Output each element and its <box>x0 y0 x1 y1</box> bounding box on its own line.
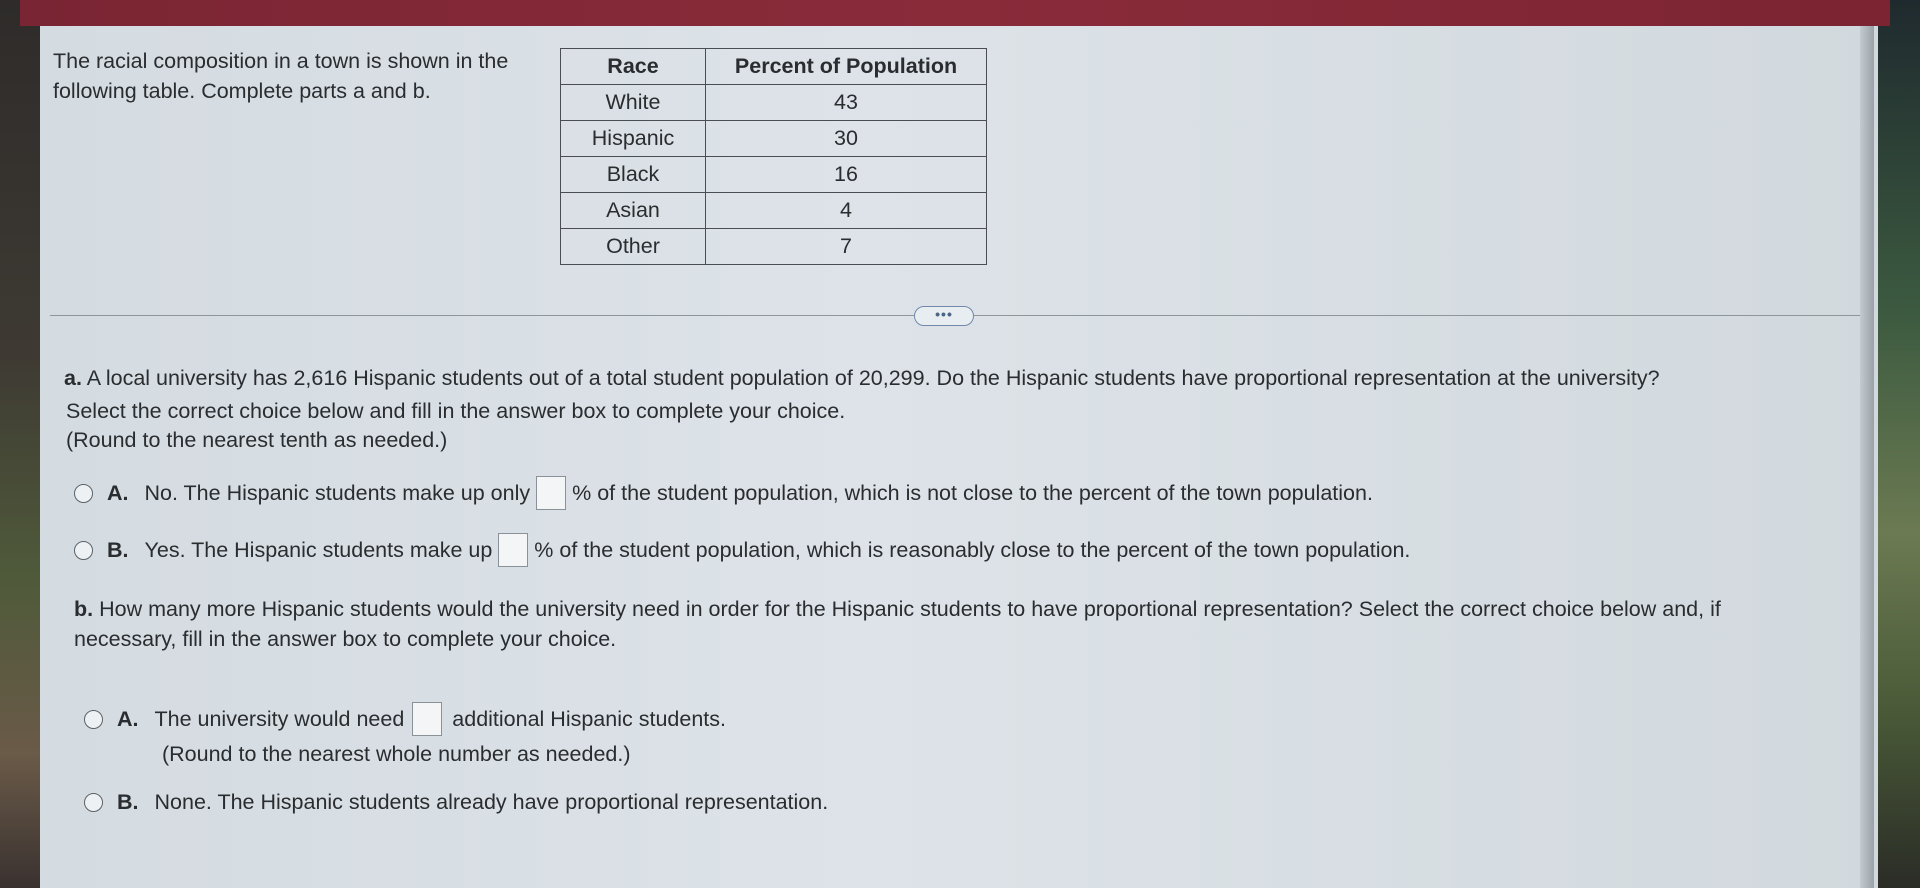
part-a-question-text: A local university has 2,616 Hispanic students out of a total student population of 20,299. Do the Hispanic students have proportional representation at the university? <box>86 366 1660 390</box>
choice-text-after: additional Hispanic students. <box>452 706 726 731</box>
race-cell: Other <box>561 229 706 265</box>
column-header-percent: Percent of Population <box>706 49 987 85</box>
table-row <box>561 193 987 229</box>
percent-cell: 7 <box>706 229 987 265</box>
choice-text: None. The Hispanic students already have proportional representation. <box>154 790 829 814</box>
part-b-choice-b[interactable] <box>84 790 828 815</box>
table-header-row <box>561 49 987 85</box>
race-cell: Black <box>561 157 706 193</box>
table-row <box>561 121 987 157</box>
part-a-choice-a[interactable] <box>74 476 1373 510</box>
race-cell: Hispanic <box>561 121 706 157</box>
race-table <box>560 48 987 265</box>
choice-letter: B. <box>107 537 129 562</box>
monitor-edge <box>1860 26 1874 888</box>
intro-text: The racial composition in a town is shown in the following table. Complete parts a and b. <box>53 49 509 103</box>
radio-button-a[interactable] <box>84 710 103 729</box>
answer-box-a-percent[interactable] <box>536 476 566 510</box>
choice-text-after: % of the student population, which is not close to the percent of the town population. <box>572 480 1373 505</box>
part-b-label: b. <box>74 597 94 621</box>
percent-cell: 43 <box>706 85 987 121</box>
table-row <box>561 229 987 265</box>
part-b-question-text: How many more Hispanic students would the university need in order for the Hispanic students to have proportional representation? Select the correct choice below and, if necessary, fill in the answer box to complete your choice. <box>74 597 1721 651</box>
answer-box-additional-students[interactable] <box>412 702 442 736</box>
part-a-question <box>64 363 1824 393</box>
expand-more-button[interactable]: ••• <box>914 306 974 326</box>
part-a-instruction: Select the correct choice below and fill in the answer box to complete your choice. <box>66 399 846 423</box>
choice-text-before: Yes. The Hispanic students make up <box>144 537 493 562</box>
percent-cell: 16 <box>706 157 987 193</box>
radio-button-a[interactable] <box>74 484 93 503</box>
race-cell: Asian <box>561 193 706 229</box>
header-bar <box>20 0 1890 26</box>
choice-letter: A. <box>117 706 139 731</box>
choice-text-before: The university would need <box>154 706 405 731</box>
table-row <box>561 85 987 121</box>
percent-cell: 30 <box>706 121 987 157</box>
part-a-round-note: (Round to the nearest tenth as needed.) <box>66 428 448 452</box>
table-row <box>561 157 987 193</box>
percent-cell: 4 <box>706 193 987 229</box>
part-a-choice-b[interactable] <box>74 533 1410 567</box>
choice-text-before: No. The Hispanic students make up only <box>144 480 531 505</box>
radio-button-b[interactable] <box>84 793 103 812</box>
answer-box-b-percent[interactable] <box>498 533 528 567</box>
part-b-question <box>74 594 1814 654</box>
part-a-label: a. <box>64 366 82 390</box>
part-b-round-note: (Round to the nearest whole number as needed.) <box>162 742 631 766</box>
race-cell: White <box>561 85 706 121</box>
choice-letter: B. <box>117 790 139 814</box>
choice-letter: A. <box>107 480 129 505</box>
background-right <box>1874 0 1920 888</box>
part-b-choice-a[interactable] <box>84 702 726 736</box>
column-header-race: Race <box>561 49 706 85</box>
choice-text-after: % of the student population, which is reasonably close to the percent of the town population. <box>534 537 1411 562</box>
radio-button-b[interactable] <box>74 541 93 560</box>
